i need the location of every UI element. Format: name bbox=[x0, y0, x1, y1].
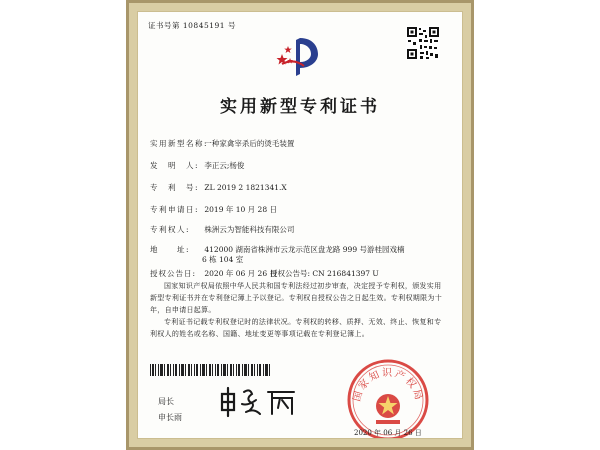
filing-date-value: 2019 年 10 月 28 日 bbox=[204, 205, 277, 214]
patent-number-row bbox=[150, 182, 287, 193]
address-row bbox=[150, 244, 405, 255]
certificate-document bbox=[137, 11, 463, 439]
cnipa-logo-icon bbox=[274, 34, 322, 78]
certificate-number-suffix: 号 bbox=[227, 21, 236, 30]
address-label: 地 址: bbox=[150, 245, 191, 254]
grant-date-value: 2020 年 06 月 26 日 bbox=[204, 269, 277, 278]
patent-number-label: 专 利 号: bbox=[150, 183, 200, 192]
signatory-name: 申长雨 bbox=[158, 413, 182, 422]
certificate-number bbox=[148, 20, 236, 31]
patent-number-value: ZL 2019 2 1821341.X bbox=[204, 183, 287, 192]
grant-date-row bbox=[150, 268, 277, 279]
filing-date-label: 专利申请日: bbox=[150, 205, 200, 214]
inventor-row bbox=[150, 160, 244, 171]
signature-icon bbox=[216, 384, 306, 418]
address-line-2: 6 栋 104 室 bbox=[202, 255, 244, 264]
seal-text: 国家知识产权局 bbox=[351, 368, 425, 403]
announcement-label: 授权公告号: bbox=[270, 269, 311, 278]
certificate-number-label: 证书号第 bbox=[148, 21, 180, 30]
utility-name-label: 实用新型名称: bbox=[150, 139, 209, 148]
patentee-row bbox=[150, 224, 294, 235]
body-paragraph-2: 专利证书记载专利权登记时的法律状况。专利权的转移、质押、无效、终止、恢复和专利权人的姓名或名称、国籍、地址变更等事项记载在专利登记簿上。 bbox=[150, 318, 442, 338]
announcement-row bbox=[270, 268, 379, 279]
address-line-1: 412000 湖南省株洲市云龙示范区盘龙路 999 号游桂园戏楠 bbox=[204, 245, 405, 254]
document-title: 实用新型专利证书 bbox=[220, 97, 380, 117]
body-paragraph-1: 国家知识产权局依照中华人民共和国专利法经过初步审查，决定授予专利权，颁发实用新型专利证书并在专利登记簿上予以登记。专利权自授权公告之日起生效。专利权期限为十年，自申请日起算。 bbox=[150, 282, 442, 314]
grant-date-label: 授权公告日: bbox=[150, 269, 197, 278]
barcode-icon bbox=[150, 364, 270, 376]
announcement-value: CN 216841397 U bbox=[312, 269, 379, 278]
certificate-number-value: 10845191 bbox=[182, 21, 226, 30]
utility-name-value: 一种家禽宰杀后的烫毛装置 bbox=[204, 139, 295, 148]
filing-date-row bbox=[150, 204, 277, 215]
seal-date: 2020 年 06 月 26 日 bbox=[354, 429, 422, 437]
patentee-label: 专利权人: bbox=[150, 225, 191, 234]
inventor-label: 发 明 人: bbox=[150, 161, 200, 170]
signatory-title: 局长 bbox=[158, 397, 174, 406]
utility-name-row bbox=[150, 138, 294, 149]
inventor-value: 李正云;杨俊 bbox=[204, 161, 245, 170]
certificate-frame bbox=[126, 0, 474, 450]
patentee-value: 株洲云为智能科技有限公司 bbox=[204, 225, 295, 234]
qr-code-icon bbox=[406, 26, 440, 60]
official-seal bbox=[346, 358, 430, 439]
